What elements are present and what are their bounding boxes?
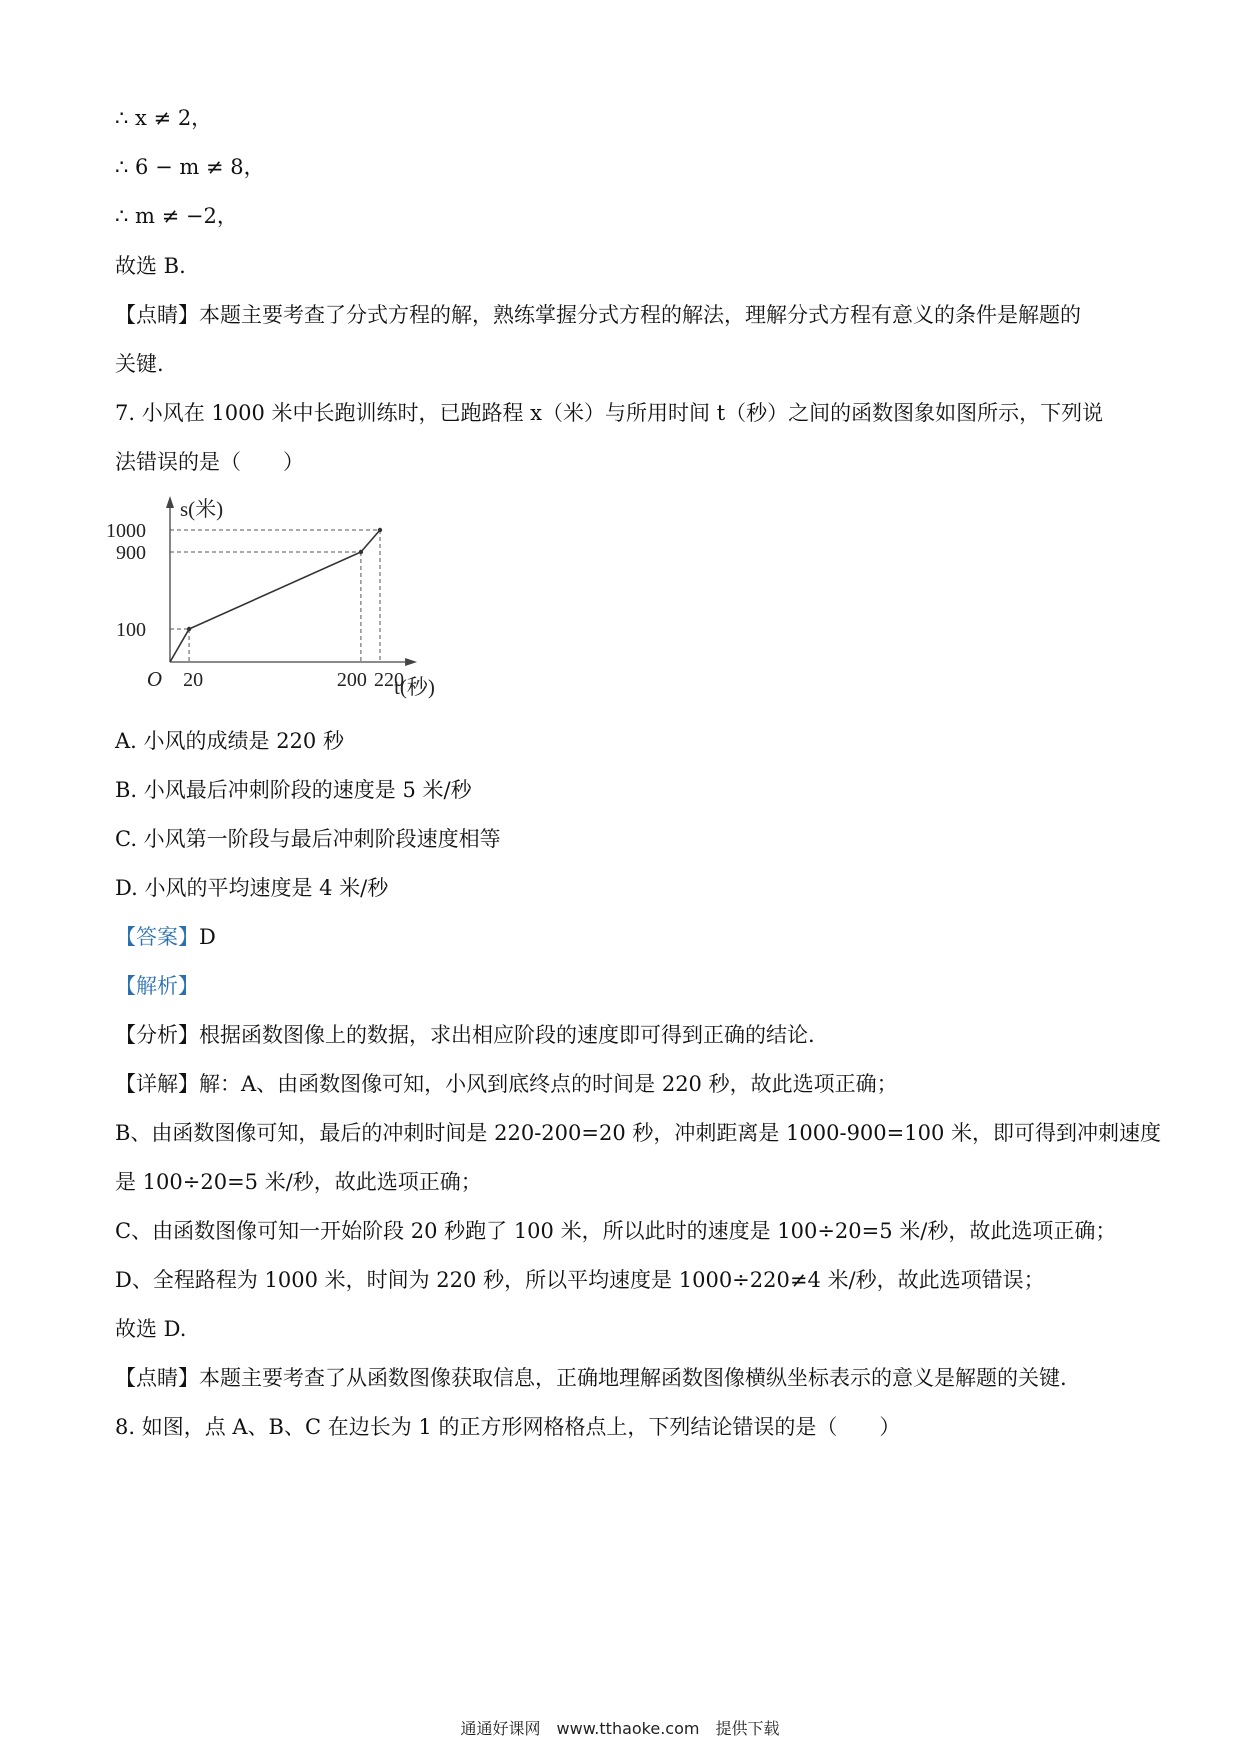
x-tick-label: 20 [183, 669, 204, 691]
option-c: C. 小风第一阶段与最后冲刺阶段速度相等 [115, 827, 501, 851]
answer-value: D [199, 925, 216, 949]
question-7-line-1: 7. 小风在 1000 米中长跑训练时，已跑路程 x（米）与所用时间 t（秒）之间的函数图象如图所示，下列说 [115, 401, 1104, 425]
text-line: 故选 B. [115, 254, 186, 278]
solution-c: C、由函数图像可知一开始阶段 20 秒跑了 100 米，所以此时的速度是 100÷20=5 米/秒，故此选项正确； [115, 1219, 1117, 1243]
data-point [187, 627, 191, 631]
text-line: 关键. [115, 352, 164, 376]
solution-analysis: 【分析】根据函数图像上的数据，求出相应阶段的速度即可得到正确的结论. [115, 1023, 815, 1047]
y-tick-label: 900 [116, 542, 146, 564]
y-tick-label: 1000 [106, 520, 146, 542]
series-line [170, 530, 380, 662]
distance-time-chart [105, 492, 505, 702]
x-tick-label: 220 [374, 669, 404, 691]
solution-comment: 【点睛】本题主要考查了从函数图像获取信息，正确地理解函数图像横纵坐标表示的意义是解题的关键. [115, 1366, 1067, 1390]
option-d: D. 小风的平均速度是 4 米/秒 [115, 876, 389, 900]
y-axis-label: s(米) [180, 497, 224, 521]
question-8: 8. 如图，点 A、B、C 在边长为 1 的正方形网格格点上，下列结论错误的是（ ） [115, 1415, 901, 1439]
option-b: B. 小风最后冲刺阶段的速度是 5 米/秒 [115, 778, 472, 802]
solution-d: D、全程路程为 1000 米，时间为 220 秒，所以平均速度是 1000÷220≠4 米/秒，故此选项错误； [115, 1268, 1045, 1292]
solution-detail: 【详解】解：A、由函数图像可知，小风到底终点的时间是 220 秒，故此选项正确； [115, 1072, 898, 1096]
text-line: ∴ x ≠ 2， [115, 106, 213, 130]
y-axis-arrow [166, 496, 174, 508]
footer-source: 通通好课网 www.tthaoke.com 提供下载 [460, 1719, 780, 1738]
solution-b-line-1: B、由函数图像可知，最后的冲刺时间是 220-200=20 秒，冲刺距离是 1000-900=100 米，即可得到冲刺速度 [115, 1121, 1162, 1145]
data-point [378, 528, 382, 532]
y-tick-label: 100 [116, 619, 146, 641]
analysis-label: 【解析】 [115, 974, 199, 998]
x-axis-label: t(秒) [394, 675, 435, 699]
question-7-line-2: 法错误的是（ ） [115, 450, 304, 474]
text-line: 【点睛】本题主要考查了分式方程的解，熟练掌握分式方程的解法，理解分式方程有意义的条件是解题的 [115, 303, 1081, 327]
x-axis-arrow [405, 658, 417, 666]
answer-line [115, 922, 1125, 952]
option-a: A. 小风的成绩是 220 秒 [115, 729, 344, 753]
data-point [359, 550, 363, 554]
answer-label: 【答案】 [115, 925, 199, 949]
text-line: ∴ m ≠ −2， [115, 204, 238, 228]
text-line: ∴ 6 − m ≠ 8， [115, 155, 265, 179]
solution-b-line-2: 是 100÷20=5 米/秒，故此选项正确； [115, 1170, 482, 1194]
solution-choice: 故选 D. [115, 1317, 187, 1341]
x-tick-label: 200 [336, 669, 367, 691]
origin-label: O [146, 667, 162, 691]
